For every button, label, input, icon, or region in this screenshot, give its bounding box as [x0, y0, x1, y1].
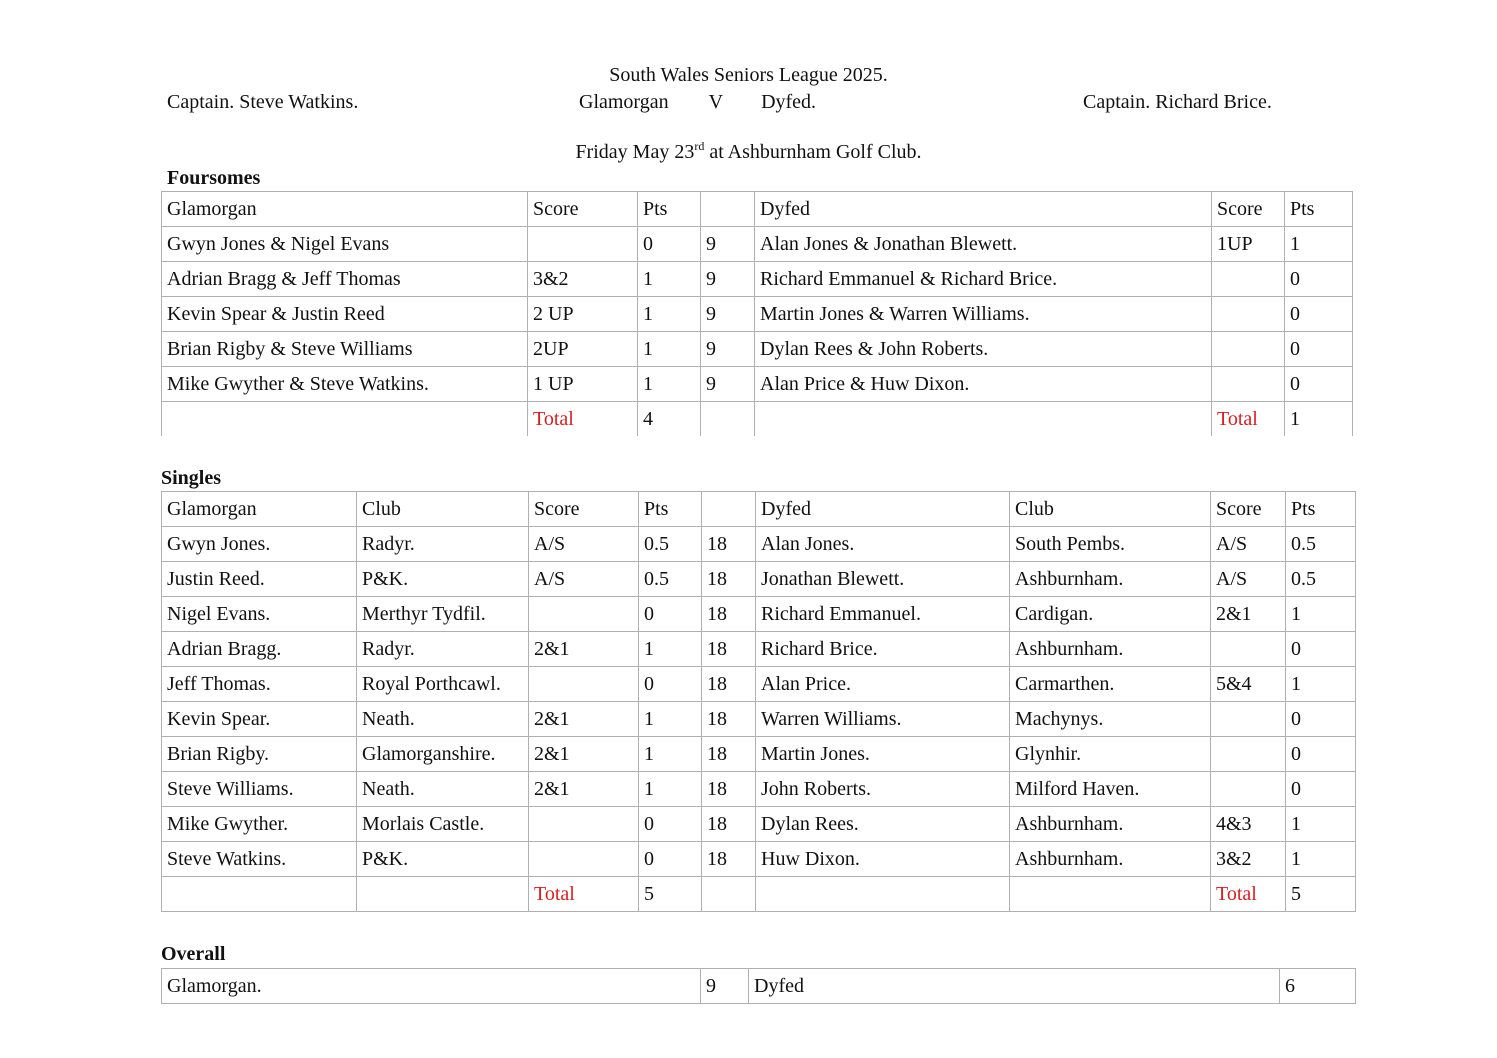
total-label: Total	[1211, 877, 1286, 912]
glamorgan-score: Score	[529, 492, 639, 527]
glamorgan-player: Justin Reed.	[162, 562, 357, 597]
dyfed-pts: 1	[1286, 667, 1356, 702]
total-row	[162, 402, 1353, 437]
dyfed-player: Richard Emmanuel.	[756, 597, 1010, 632]
dyfed-score: A/S	[1211, 562, 1286, 597]
glamorgan-pts: 1	[639, 772, 702, 807]
glamorgan-score: A/S	[529, 527, 639, 562]
glamorgan-club: Morlais Castle.	[357, 807, 529, 842]
glamorgan-score: 3&2	[528, 262, 638, 297]
dyfed-pair: Martin Jones & Warren Williams.	[755, 297, 1212, 332]
handicap: 18	[702, 597, 756, 632]
table-row	[162, 702, 1356, 737]
header-row	[162, 192, 1353, 227]
glamorgan-player: Gwyn Jones.	[162, 527, 357, 562]
dyfed-pair: Dyfed	[755, 192, 1212, 227]
dyfed-pair: Richard Emmanuel & Richard Brice.	[755, 262, 1212, 297]
dyfed-pts: 1	[1285, 402, 1353, 437]
dyfed-pts: 1	[1286, 597, 1356, 632]
handicap	[701, 192, 755, 227]
header-row	[162, 492, 1356, 527]
dyfed-score: 1UP	[1212, 227, 1285, 262]
dyfed-player: Dylan Rees.	[756, 807, 1010, 842]
glamorgan-pair: Kevin Spear & Justin Reed	[162, 297, 528, 332]
dyfed-player: Richard Brice.	[756, 632, 1010, 667]
dyfed-pair	[755, 402, 1212, 437]
handicap: 9	[701, 367, 755, 402]
dyfed-player: Alan Price.	[756, 667, 1010, 702]
dyfed-pts: Pts	[1285, 192, 1353, 227]
glamorgan-pts: 4	[638, 402, 701, 437]
dyfed-player: Dyfed	[756, 492, 1010, 527]
dyfed-score	[1211, 737, 1286, 772]
glamorgan-player: Nigel Evans.	[162, 597, 357, 632]
dyfed-pts: 0	[1285, 367, 1353, 402]
glamorgan-score: A/S	[529, 562, 639, 597]
total-label: Total	[529, 877, 639, 912]
glamorgan-score: 2 UP	[528, 297, 638, 332]
dyfed-club: Ashburnham.	[1010, 632, 1211, 667]
foursomes-heading: Foursomes	[167, 167, 261, 189]
glamorgan-player: Adrian Bragg.	[162, 632, 357, 667]
handicap: 18	[702, 807, 756, 842]
glamorgan-score: Score	[528, 192, 638, 227]
dyfed-club: Carmarthen.	[1010, 667, 1211, 702]
handicap: 9	[701, 332, 755, 367]
overall-table	[161, 968, 1356, 1004]
table-row	[162, 807, 1356, 842]
glamorgan-pts: 5	[639, 877, 702, 912]
team-b: Dyfed.	[761, 91, 817, 113]
glamorgan-player: Steve Watkins.	[162, 842, 357, 877]
dyfed-club: Club	[1010, 492, 1211, 527]
dyfed-club: Ashburnham.	[1010, 562, 1211, 597]
overall-team-a: Glamorgan.	[162, 969, 701, 1004]
handicap: 18	[702, 667, 756, 702]
table-row	[162, 297, 1353, 332]
dyfed-pts: 1	[1286, 807, 1356, 842]
handicap: 18	[702, 737, 756, 772]
glamorgan-pts: 1	[638, 367, 701, 402]
dyfed-club: Ashburnham.	[1010, 842, 1211, 877]
dyfed-score	[1211, 772, 1286, 807]
dyfed-pts: 0	[1285, 332, 1353, 367]
handicap: 18	[702, 562, 756, 597]
glamorgan-player: Mike Gwyther.	[162, 807, 357, 842]
glamorgan-player	[162, 877, 357, 912]
glamorgan-pair: Mike Gwyther & Steve Watkins.	[162, 367, 528, 402]
glamorgan-pts: 1	[639, 632, 702, 667]
glamorgan-club: Neath.	[357, 772, 529, 807]
table-row	[162, 632, 1356, 667]
glamorgan-player: Brian Rigby.	[162, 737, 357, 772]
glamorgan-club: Radyr.	[357, 527, 529, 562]
glamorgan-club: P&K.	[357, 562, 529, 597]
glamorgan-score	[528, 227, 638, 262]
glamorgan-pts: Pts	[638, 192, 701, 227]
team-a: Glamorgan	[579, 91, 669, 113]
table-row	[162, 737, 1356, 772]
overall-heading: Overall	[161, 943, 226, 965]
glamorgan-player: Steve Williams.	[162, 772, 357, 807]
dyfed-score	[1211, 632, 1286, 667]
glamorgan-pair: Adrian Bragg & Jeff Thomas	[162, 262, 528, 297]
glamorgan-player: Jeff Thomas.	[162, 667, 357, 702]
glamorgan-player: Glamorgan	[162, 492, 357, 527]
glamorgan-score: 1 UP	[528, 367, 638, 402]
table-row	[162, 262, 1353, 297]
dyfed-score: 5&4	[1211, 667, 1286, 702]
dyfed-pair: Dylan Rees & John Roberts.	[755, 332, 1212, 367]
dyfed-score: Score	[1212, 192, 1285, 227]
dyfed-player: Warren Williams.	[756, 702, 1010, 737]
glamorgan-pts: 0	[639, 807, 702, 842]
glamorgan-pts: 0	[639, 597, 702, 632]
dyfed-score	[1212, 332, 1285, 367]
glamorgan-pts: 0.5	[639, 562, 702, 597]
dyfed-pts: 1	[1285, 227, 1353, 262]
glamorgan-pts: 1	[639, 702, 702, 737]
table-row	[162, 367, 1353, 402]
glamorgan-score: 2UP	[528, 332, 638, 367]
overall-team-b: Dyfed	[749, 969, 1280, 1004]
glamorgan-pts: 0.5	[639, 527, 702, 562]
table-row	[162, 227, 1353, 262]
glamorgan-pts: 1	[638, 297, 701, 332]
singles-table	[161, 491, 1356, 912]
dyfed-club: Machynys.	[1010, 702, 1211, 737]
dyfed-player: Huw Dixon.	[756, 842, 1010, 877]
glamorgan-pair: Brian Rigby & Steve Williams	[162, 332, 528, 367]
captain-left: Captain. Steve Watkins.	[167, 91, 359, 113]
glamorgan-club: Radyr.	[357, 632, 529, 667]
document-title: South Wales Seniors League 2025.	[609, 64, 888, 86]
glamorgan-club: P&K.	[357, 842, 529, 877]
captain-right: Captain. Richard Brice.	[1083, 91, 1272, 113]
dyfed-club: Glynhir.	[1010, 737, 1211, 772]
glamorgan-score: 2&1	[529, 772, 639, 807]
dyfed-pts: 0	[1285, 297, 1353, 332]
table-row	[162, 527, 1356, 562]
handicap: 9	[701, 262, 755, 297]
handicap: 18	[702, 842, 756, 877]
glamorgan-pts: 0	[638, 227, 701, 262]
overall-score-a: 9	[701, 969, 749, 1004]
table-row	[162, 597, 1356, 632]
glamorgan-pts: 0	[639, 842, 702, 877]
dyfed-player: John Roberts.	[756, 772, 1010, 807]
dyfed-player: Alan Jones.	[756, 527, 1010, 562]
singles-heading: Singles	[161, 467, 222, 489]
dyfed-player: Martin Jones.	[756, 737, 1010, 772]
glamorgan-player: Kevin Spear.	[162, 702, 357, 737]
dyfed-score	[1212, 367, 1285, 402]
glamorgan-club: Merthyr Tydfil.	[357, 597, 529, 632]
dyfed-pts: 1	[1286, 842, 1356, 877]
glamorgan-club	[357, 877, 529, 912]
handicap: 18	[702, 702, 756, 737]
dyfed-club: Cardigan.	[1010, 597, 1211, 632]
dyfed-pts: 5	[1286, 877, 1356, 912]
table-row	[162, 562, 1356, 597]
dyfed-club	[1010, 877, 1211, 912]
overall-row	[162, 969, 1356, 1004]
dyfed-score	[1211, 702, 1286, 737]
match-date: Friday May 23rd at Ashburnham Golf Club.	[575, 139, 922, 163]
handicap: 9	[701, 227, 755, 262]
glamorgan-score: 2&1	[529, 737, 639, 772]
glamorgan-club: Royal Porthcawl.	[357, 667, 529, 702]
glamorgan-pts: 0	[639, 667, 702, 702]
glamorgan-score: 2&1	[529, 632, 639, 667]
overall-score-b: 6	[1280, 969, 1356, 1004]
dyfed-score: 2&1	[1211, 597, 1286, 632]
handicap: 18	[702, 527, 756, 562]
dyfed-club: Ashburnham.	[1010, 807, 1211, 842]
total-label: Total	[1212, 402, 1285, 437]
total-row	[162, 877, 1356, 912]
glamorgan-pts: 1	[638, 332, 701, 367]
dyfed-pair: Alan Price & Huw Dixon.	[755, 367, 1212, 402]
dyfed-score: Score	[1211, 492, 1286, 527]
dyfed-pts: 0	[1286, 632, 1356, 667]
dyfed-pair: Alan Jones & Jonathan Blewett.	[755, 227, 1212, 262]
glamorgan-score: 2&1	[529, 702, 639, 737]
versus: V	[708, 91, 724, 113]
dyfed-pts: 0	[1286, 737, 1356, 772]
glamorgan-club: Club	[357, 492, 529, 527]
dyfed-pts: 0.5	[1286, 527, 1356, 562]
handicap	[702, 877, 756, 912]
glamorgan-score	[529, 597, 639, 632]
handicap	[702, 492, 756, 527]
glamorgan-pair	[162, 402, 528, 437]
foursomes-table	[161, 191, 1353, 436]
glamorgan-pts: 1	[638, 262, 701, 297]
dyfed-score: 4&3	[1211, 807, 1286, 842]
dyfed-club: South Pembs.	[1010, 527, 1211, 562]
handicap: 18	[702, 632, 756, 667]
dyfed-player: Jonathan Blewett.	[756, 562, 1010, 597]
glamorgan-pair: Gwyn Jones & Nigel Evans	[162, 227, 528, 262]
glamorgan-pts: 1	[639, 737, 702, 772]
table-row	[162, 772, 1356, 807]
glamorgan-score	[529, 807, 639, 842]
table-row	[162, 842, 1356, 877]
dyfed-score: 3&2	[1211, 842, 1286, 877]
table-row	[162, 667, 1356, 702]
dyfed-pts: 0.5	[1286, 562, 1356, 597]
handicap: 9	[701, 297, 755, 332]
dyfed-pts: 0	[1286, 772, 1356, 807]
glamorgan-club: Neath.	[357, 702, 529, 737]
dyfed-pts: Pts	[1286, 492, 1356, 527]
dyfed-pts: 0	[1286, 702, 1356, 737]
match-line	[579, 91, 816, 114]
glamorgan-pts: Pts	[639, 492, 702, 527]
dyfed-club: Milford Haven.	[1010, 772, 1211, 807]
total-label: Total	[528, 402, 638, 437]
handicap: 18	[702, 772, 756, 807]
table-row	[162, 332, 1353, 367]
glamorgan-score	[529, 842, 639, 877]
dyfed-pts: 0	[1285, 262, 1353, 297]
handicap	[701, 402, 755, 437]
glamorgan-club: Glamorganshire.	[357, 737, 529, 772]
glamorgan-pair: Glamorgan	[162, 192, 528, 227]
glamorgan-score	[529, 667, 639, 702]
dyfed-player	[756, 877, 1010, 912]
dyfed-score: A/S	[1211, 527, 1286, 562]
dyfed-score	[1212, 262, 1285, 297]
dyfed-score	[1212, 297, 1285, 332]
